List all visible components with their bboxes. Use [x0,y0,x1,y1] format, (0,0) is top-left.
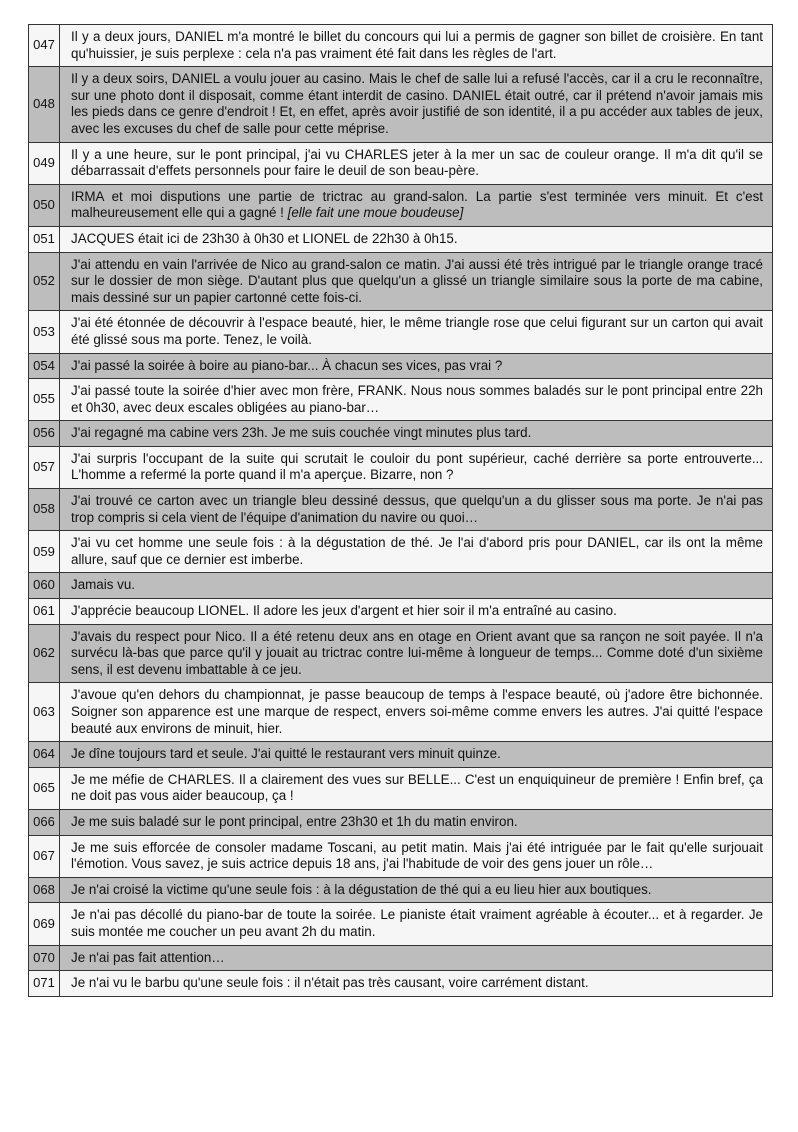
table-row [29,489,773,531]
table-row [29,835,773,877]
row-number: 047 [29,25,60,67]
row-number: 053 [29,311,60,353]
table-row [29,226,773,252]
row-number: 058 [29,489,60,531]
row-number: 063 [29,683,60,742]
row-text: J'ai été étonnée de découvrir à l'espace beauté, hier, le même triangle rose que celui figurant sur un carton qui avait été glissé sous ma porte. Tenez, le voilà. [60,311,773,353]
table-row [29,67,773,142]
row-text-main: IRMA et moi disputions une partie de trictrac au grand-salon. La partie s'est terminée vers minuit. Et c'est malheureusement elle qui a gagné ! [71,188,763,221]
row-text: J'apprécie beaucoup LIONEL. Il adore les jeux d'argent et hier soir il m'a entraîné au casino. [60,599,773,625]
row-text: JACQUES était ici de 23h30 à 0h30 et LIONEL de 22h30 à 0h15. [60,226,773,252]
row-text: J'avoue qu'en dehors du championnat, je passe beaucoup de temps à l'espace beauté, où j'adore être bichonnée. Soigner son apparence est une marque de respect, envers soi-même comme envers les autres. J'ai quitté l'espace beauté aux environs de minuit, hier. [60,683,773,742]
row-number: 050 [29,184,60,226]
row-number: 068 [29,877,60,903]
table-row [29,353,773,379]
table-row [29,446,773,488]
row-text: Je me méfie de CHARLES. Il a clairement des vues sur BELLE... C'est un enquiquineur de première ! Enfin bref, ça ne doit pas vous aider beaucoup, ça ! [60,767,773,809]
testimony-table [28,24,773,997]
table-row [29,142,773,184]
table-row [29,971,773,997]
row-number: 049 [29,142,60,184]
row-text: Il y a une heure, sur le pont principal, j'ai vu CHARLES jeter à la mer un sac de couleur orange. Il m'a dit qu'il se débarrassait d'effets personnels pour faire le deuil de son beau-père. [60,142,773,184]
row-text: Jamais vu. [60,573,773,599]
row-text: Je n'ai vu le barbu qu'une seule fois : il n'était pas très causant, voire carrément distant. [60,971,773,997]
row-text: J'ai passé la soirée à boire au piano-bar... À chacun ses vices, pas vrai ? [60,353,773,379]
row-number: 057 [29,446,60,488]
row-text: J'ai vu cet homme une seule fois : à la dégustation de thé. Je l'ai d'abord pris pour DANIEL, car ils ont la même allure, sauf que ce dernier est imberbe. [60,531,773,573]
row-text: Je n'ai croisé la victime qu'une seule fois : à la dégustation de thé qui a eu lieu hier aux boutiques. [60,877,773,903]
table-row [29,421,773,447]
row-text: Je me suis baladé sur le pont principal, entre 23h30 et 1h du matin environ. [60,809,773,835]
table-row [29,767,773,809]
table-row [29,252,773,311]
row-number: 059 [29,531,60,573]
table-row [29,809,773,835]
row-text: J'avais du respect pour Nico. Il a été retenu deux ans en otage en Orient avant que sa rançon ne soit payée. Il n'a survécu là-bas que parce qu'il y jouait au trictrac contre lui-même à longueur de temps... Comme doté d'un sixième sens, il est devenu imbattable à ce jeu. [60,624,773,683]
row-text: Il y a deux jours, DANIEL m'a montré le billet du concours qui lui a permis de gagner son billet de croisière. En tant qu'huissier, je suis perplexe : cela n'a pas vraiment été fait dans les règles de l'art. [60,25,773,67]
row-number: 048 [29,67,60,142]
row-text [60,184,773,226]
table-row [29,184,773,226]
row-number: 069 [29,903,60,945]
table-row [29,379,773,421]
table-row [29,877,773,903]
table-row [29,742,773,768]
table-row [29,311,773,353]
row-text: J'ai attendu en vain l'arrivée de Nico au grand-salon ce matin. J'ai aussi été très intrigué par le triangle orange tracé sur le dossier de mon siège. D'autant plus que quelqu'un a glissé un triangle similaire sous la porte de ma cabine, mais dessiné sur un papier cartonné cette fois-ci. [60,252,773,311]
row-number: 054 [29,353,60,379]
row-text: Je n'ai pas décollé du piano-bar de toute la soirée. Le pianiste était vraiment agréable à écouter... et à regarder. Je suis montée me coucher un peu avant 2h du matin. [60,903,773,945]
table-row [29,599,773,625]
row-text: J'ai regagné ma cabine vers 23h. Je me suis couchée vingt minutes plus tard. [60,421,773,447]
row-text: Je me suis efforcée de consoler madame Toscani, au petit matin. Mais j'ai été intriguée par le fait qu'elle surjouait l'émotion. Vous savez, je suis actrice depuis 18 ans, j'ai l'habitude de voir des gens jouer un rôle… [60,835,773,877]
table-row [29,573,773,599]
testimony-rows [29,25,773,997]
row-number: 055 [29,379,60,421]
row-number: 062 [29,624,60,683]
row-number: 060 [29,573,60,599]
row-number: 052 [29,252,60,311]
row-text-stage-direction: [elle fait une moue boudeuse] [287,205,464,221]
table-row [29,945,773,971]
table-row [29,903,773,945]
table-row [29,683,773,742]
row-text: Je dîne toujours tard et seule. J'ai quitté le restaurant vers minuit quinze. [60,742,773,768]
row-number: 051 [29,226,60,252]
row-text: J'ai surpris l'occupant de la suite qui scrutait le couloir du pont supérieur, caché derrière sa porte entrouverte... L'homme a refermé la porte quand il m'a aperçue. Bizarre, non ? [60,446,773,488]
row-number: 070 [29,945,60,971]
row-number: 067 [29,835,60,877]
row-number: 071 [29,971,60,997]
row-text: J'ai passé toute la soirée d'hier avec mon frère, FRANK. Nous nous sommes baladés sur le pont principal entre 22h et 0h30, avec deux escales obligées au piano-bar… [60,379,773,421]
table-row [29,624,773,683]
row-number: 066 [29,809,60,835]
row-number: 065 [29,767,60,809]
row-text: Je n'ai pas fait attention… [60,945,773,971]
row-text: Il y a deux soirs, DANIEL a voulu jouer au casino. Mais le chef de salle lui a refusé l'accès, car il a cru le reconnaître, sur une photo dont il disposait, comme étant interdit de casino. DANIEL était outré, car il prétend n'avoir jamais mis les pieds dans ce genre d'endroit ! Et, en effet, après avoir justifié de son identité, il a pu accéder aux tables de jeux, avec les excuses du chef de salle pour cette méprise. [60,67,773,142]
table-row [29,25,773,67]
row-number: 061 [29,599,60,625]
row-text: J'ai trouvé ce carton avec un triangle bleu dessiné dessus, que quelqu'un a du glisser sous ma porte. Je n'ai pas trop compris si cela vient de l'équipe d'animation du navire ou quoi… [60,489,773,531]
row-number: 064 [29,742,60,768]
table-row [29,531,773,573]
row-number: 056 [29,421,60,447]
